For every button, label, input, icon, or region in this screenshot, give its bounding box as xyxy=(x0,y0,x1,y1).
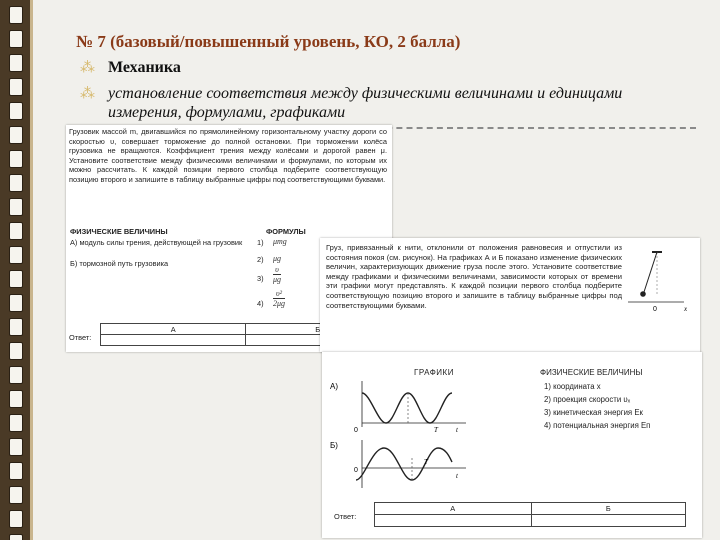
film-strip-hole xyxy=(9,78,23,96)
pendulum-figure xyxy=(622,244,694,314)
pendulum-thread xyxy=(644,252,657,292)
option-number: 2) xyxy=(257,255,264,264)
axis-zero: 0 xyxy=(653,306,657,313)
bullet-icon: ⁂ xyxy=(80,60,95,76)
graph-a-t: t xyxy=(456,426,458,434)
film-strip-hole xyxy=(9,534,23,540)
task-card-graphs xyxy=(322,352,702,538)
graph-a xyxy=(326,379,476,435)
film-strip-hole xyxy=(9,126,23,144)
formula-4 xyxy=(273,289,285,308)
item-b: Б) тормозной путь грузовика xyxy=(70,259,169,268)
problem-text: Грузовик массой m, двигавшийся по прямолинейному горизонтальному участку дороги со скоростью υ, совершает торможение до полной остановки. При торможении колёса грузовика не вращаются. Коэффициент трения между колёсами и дорогой равен μ. Установите соответствие между физическими величинами и формулами, по которым их можно рассчитать. К каждой позиции первого столбца подберите соответствующую позицию второго и запишите в таблицу выбранные цифры под соответствующими буквами. xyxy=(69,127,387,184)
film-strip-hole xyxy=(9,246,23,264)
film-strip-hole xyxy=(9,270,23,288)
film-strip-hole xyxy=(9,318,23,336)
bullet-mechanics: Механика xyxy=(108,59,181,76)
film-strip-hole xyxy=(9,510,23,528)
film-strip-hole xyxy=(9,414,23,432)
film-strip-hole xyxy=(9,486,23,504)
quantity-option-2: 2) проекция скорости υₓ xyxy=(544,395,631,404)
bullet-icon: ⁂ xyxy=(80,86,95,102)
graph-b-label: Б) xyxy=(330,441,338,450)
answer-label: Ответ: xyxy=(69,333,92,342)
film-strip-hole xyxy=(9,150,23,168)
answer-table xyxy=(374,502,686,527)
film-strip-hole xyxy=(9,390,23,408)
quantity-option-3: 3) кинетическая энергия Eк xyxy=(544,408,643,417)
option-number: 3) xyxy=(257,274,264,283)
problem-text: Груз, привязанный к нити, отклонили от положения равновесия и отпустили из состояния покоя (см. рисунок). На графиках А и Б показано изменение физических величин, характеризующих движение груза после этого. Установите соответствие между графиками и физическими величинами, зависимости которых от времени эти графики могут представлять. К каждой позиции первого столбца подберите соответствующую позицию второго и запишите в таблицу выбранные цифры под соответствующими буквами. xyxy=(326,243,622,310)
quantities-header: ФИЗИЧЕСКИЕ ВЕЛИЧИНЫ xyxy=(540,368,643,377)
answer-col-a: А xyxy=(375,503,532,515)
film-strip-hole xyxy=(9,294,23,312)
film-strip-hole xyxy=(9,102,23,120)
answer-col-b: Б xyxy=(246,324,390,335)
answer-cell-a xyxy=(375,515,532,527)
formula-2: μg xyxy=(273,254,282,263)
graph-a-zero: 0 xyxy=(354,427,358,434)
film-strip-hole xyxy=(9,462,23,480)
formula-4-denominator: 2μg xyxy=(273,299,286,308)
answer-col-b: Б xyxy=(531,503,685,515)
film-strip-hole xyxy=(9,174,23,192)
answer-cell-b xyxy=(531,515,685,527)
film-strip-hole xyxy=(9,342,23,360)
graph-b-T: T xyxy=(424,458,428,466)
formula-3-denominator: μg xyxy=(273,275,282,284)
header-quantities: ФИЗИЧЕСКИЕ ВЕЛИЧИНЫ xyxy=(70,227,168,236)
task-card-pendulum xyxy=(320,238,700,352)
graph-b-curve xyxy=(356,448,452,480)
graph-a-label: А) xyxy=(330,382,338,391)
axis-x-label: x xyxy=(684,305,688,313)
film-strip-hole xyxy=(9,222,23,240)
bullet-topic: установление соответствия между физическими величинами и единицами измерения, формулами, графиками xyxy=(108,85,623,121)
film-strip-hole xyxy=(9,438,23,456)
film-strip-hole xyxy=(9,366,23,384)
film-strip-hole xyxy=(9,30,23,48)
answer-cell-a xyxy=(101,335,246,346)
graph-b-zero: 0 xyxy=(354,467,358,474)
quantity-option-1: 1) координата x xyxy=(544,382,601,391)
answer-col-a: А xyxy=(101,324,246,335)
film-strip-hole xyxy=(9,6,23,24)
item-a: А) модуль силы трения, действующей на грузовик xyxy=(70,238,243,247)
graph-a-T: T xyxy=(434,426,438,434)
formula-1: μmg xyxy=(273,237,287,246)
graph-b xyxy=(326,438,476,494)
dashed-underline xyxy=(366,127,696,129)
formula-4-numerator: υ² xyxy=(273,289,285,299)
quantity-option-4: 4) потенциальная энергия Eп xyxy=(544,421,651,430)
answer-label: Ответ: xyxy=(334,512,357,521)
film-strip-border xyxy=(0,0,30,540)
graph-b-t: t xyxy=(456,472,458,480)
option-number: 4) xyxy=(257,299,264,308)
option-number: 1) xyxy=(257,238,264,247)
formula-3-numerator: υ xyxy=(273,265,281,275)
formula-3 xyxy=(273,265,281,284)
graphs-header: ГРАФИКИ xyxy=(414,368,454,377)
film-strip-hole xyxy=(9,198,23,216)
header-formulas: ФОРМУЛЫ xyxy=(266,227,306,236)
film-strip-edge xyxy=(30,0,33,540)
graph-a-curve xyxy=(362,393,452,423)
pendulum-bob xyxy=(640,291,646,297)
slide-title: № 7 (базовый/повышенный уровень, КО, 2 балла) xyxy=(76,32,461,51)
film-strip-hole xyxy=(9,54,23,72)
